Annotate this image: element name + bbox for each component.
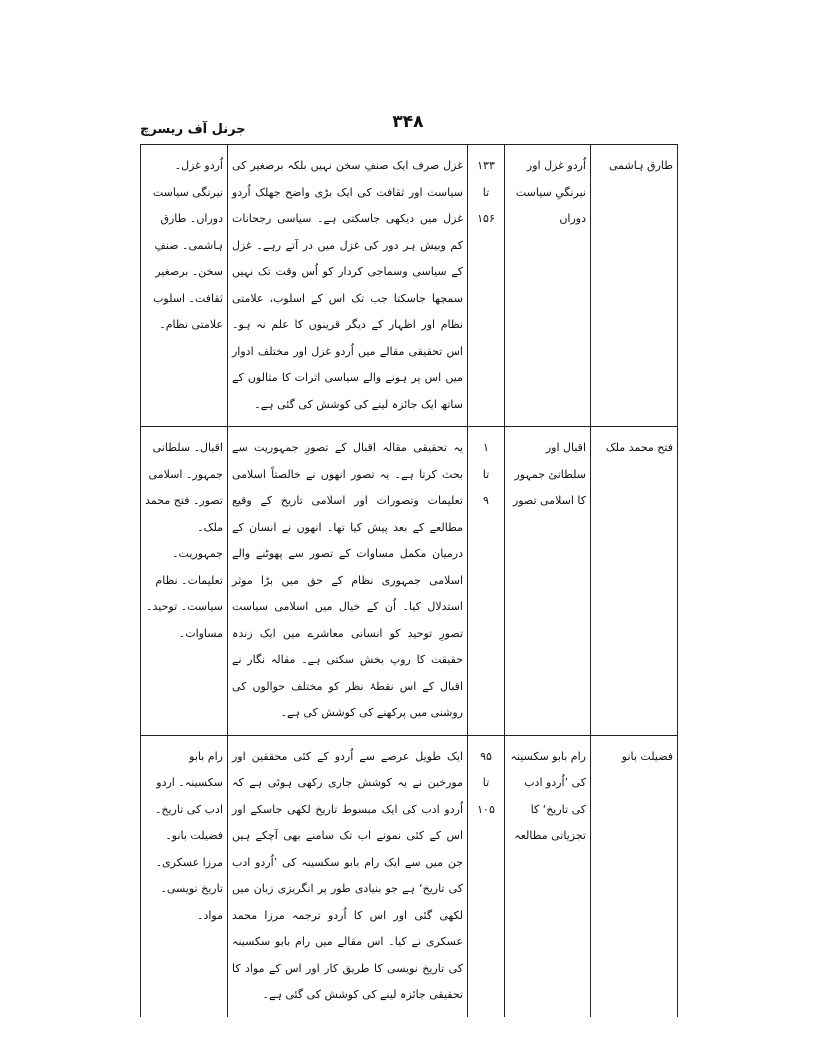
title-cell: رام بابو سکسینہ کی ’اُردو ادب کی تاریخ‘ کا تجزیاتی مطالعہ xyxy=(505,735,591,1017)
author-cell: طارق ہاشمی xyxy=(591,145,678,427)
abstract-cell: ایک طویل عرصے سے اُردو کے کئی محققین اور مورخین نے یہ کوشش جاری رکھی ہوئی ہے کہ اُردو ادب کی ایک مبسوط تاریخ لکھی جاسکے اور اس کے کئی نمونے اب تک سامنے بھی آچکے ہیں جن میں سے ایک رام بابو سکسینہ کی ’اُردو ادب کی تاریخ‘ ہے جو بنیادی طور پر انگریزی زبان میں لکھی گئی اور اس کا اُردو ترجمہ مرزا محمد عسکری نے کیا۔ اس مقالے میں رام بابو سکسینہ کی تاریخ نویسی کا طریق کار اور اس کے مواد کا تحقیقی جائزہ لینے کی کوشش کی گئی ہے۔ xyxy=(228,735,468,1017)
page-separator: تا xyxy=(482,776,490,789)
author-cell: فتح محمد ملک xyxy=(591,427,678,736)
keywords-cell: اقبال۔ سلطانی جمہور۔ اسلامی تصور۔ فتح محمد ملک۔ جمہوریت۔ تعلیمات۔ نظام سیاست۔ توحید۔ مساوات۔ xyxy=(141,427,228,736)
pages-cell xyxy=(468,735,505,1017)
journal-title: جرنل آف ریسرچ xyxy=(140,122,246,137)
table-row xyxy=(141,145,678,427)
page-to: ۹ xyxy=(483,494,489,507)
article-index-table xyxy=(140,144,678,1017)
author-cell: فضیلت بانو xyxy=(591,735,678,1017)
page-to: ۱۵۶ xyxy=(477,212,495,225)
table-row xyxy=(141,735,678,1017)
pages-cell xyxy=(468,145,505,427)
page-separator: تا xyxy=(482,467,490,481)
title-cell: اُردو غزل اور نیرنگیِ سیاست دوراں xyxy=(505,145,591,427)
abstract-cell: یہ تحقیقی مقالہ اقبال کے تصورِ جمہوریت سے بحث کرتا ہے۔ یہ تصور انھوں نے خالصتاً اسلامی تعلیمات وتصورات اور اسلامی تاریخ کے وقیع مطالعے کے بعد پیش کیا تھا۔ انھوں نے انسان کے درمیان مکمل مساوات کے تصور سے پھوٹنے والے اسلامی جمہوری نظام کے حق میں بڑا موثر استدلال کیا۔ اُن کے خیال میں اسلامی سیاست تصورِ توحید کو انسانی معاشرے میں ایک زندہ حقیقت کا روپ بخش سکتی ہے۔ مقالہ نگار نے اقبال کے اس نقطۂ نظر کو مختلف حوالوں کی روشنی میں پرکھنے کی کوشش کی ہے۔ xyxy=(228,427,468,736)
page-from: ۱ xyxy=(483,441,489,454)
table-row xyxy=(141,427,678,736)
title-cell: اقبال اور سلطانئ جمہور کا اسلامی تصور xyxy=(505,427,591,736)
page-number: ۳۴۸ xyxy=(392,112,424,132)
page-to: ۱۰۵ xyxy=(477,802,495,816)
page-from: ۹۵ xyxy=(480,749,492,763)
page-separator: تا xyxy=(482,185,490,199)
keywords-cell: اُردو غزل۔ نیرنگی سیاست دوراں۔ طارق ہاشمی۔ صنفِ سخن۔ برصغیر ثقافت۔ اسلوب علامتی نظام۔ xyxy=(141,145,228,427)
abstract-cell: غزل صرف ایک صنفِ سخن نہیں بلکہ برصغیر کی سیاست اور ثقافت کی ایک بڑی واضح جھلک اُردو غزل میں دیکھی جاسکتی ہے۔ سیاسی رجحانات کم وبیش ہر دور کی غزل میں در آتے رہے۔ غزل کے سیاسی وسماجی کردار کو اُس وقت تک نہیں سمجھا جاسکتا جب تک اس کے اسلوب، علامتی نظام اور اظہار کے دیگر قرینوں کا علم نہ ہو۔ اس تحقیقی مقالے میں اُردو غزل اور مختلف ادوار میں اس پر ہونے والے سیاسی اثرات کا مثالوں کے ساتھ ایک جائزہ لینے کی کوشش کی گئی ہے۔ xyxy=(228,145,468,427)
pages-cell xyxy=(468,427,505,736)
keywords-cell: رام بابو سکسینہ۔ اردو ادب کی تاریخ۔ فضیلت بانو۔ مرزا عسکری۔ تاریخ نویسی۔ مواد۔ xyxy=(141,735,228,1017)
page-from: ۱۳۳ xyxy=(477,159,495,172)
